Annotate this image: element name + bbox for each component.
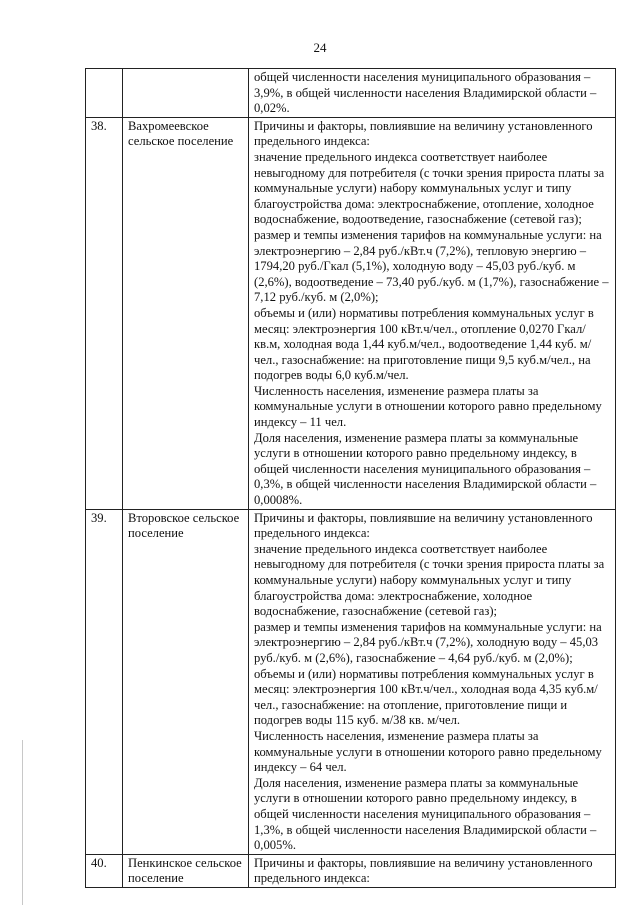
row-description [249,117,616,509]
table-row [86,509,616,854]
row-description [249,509,616,854]
row-description [249,854,616,887]
row-number: 40. [86,854,123,887]
paragraph: Доля населения, изменение размера платы за коммунальные услуги в отношении которого равно предельному индексу, в общей численности населения муниципального образования – 1,3%, в общей численности населения Владимирской области – 0,005%. [254,775,597,853]
page-number: 24 [313,40,327,55]
row-number: 38. [86,117,123,509]
paragraph: объемы и (или) нормативы потребления коммунальных услуг в месяц: электроэнергия 100 кВт.ч/чел., отопление 0,0270 Гкал/кв.м, холодная вода 1,44 куб.м/чел., водоотведение 1,44 куб. м/чел., газоснабжение: на приготовление пищи 9,5 куб.м/чел., на подогрев воды 6,0 куб.м/чел. [254,305,594,383]
settlement-name: Пенкинское сельское поселение [123,854,249,887]
row-number [86,69,123,118]
settlement-name: Второвское сельское поселение [123,509,249,854]
table-row [86,69,616,118]
paragraph: объемы и (или) нормативы потребления коммунальных услуг в месяц: электроэнергия 100 кВт.ч/чел., холодная вода 4,35 куб.м/чел., газоснабжение: на отопление, приготовление пищи и подогрев воды 115 куб. м/38 кв. м/чел. [254,666,598,728]
paragraph: значение предельного индекса соответствует наиболее невыгодному для потребителя (с точки зрения прироста платы за коммунальные услуги) набору коммунальных услуг и типу благоустройства дома: электроснабжение, холодное водоснабжение, газоснабжение (сетевой газ); [254,541,605,619]
paragraph: Причины и факторы, повлиявшие на величину установленного предельного индекса: [254,510,593,541]
paragraph: размер и темпы изменения тарифов на коммунальные услуги: на электроэнергию – 2,84 руб./кВт.ч (7,2%), холодную воду – 45,03 руб./куб. м (2,6%), газоснабжение – 4,64 руб./куб. м (2,0%); [254,619,602,665]
paragraph: общей численности населения муниципального образования – 3,9%, в общей численности населения Владимирской области – 0,02%. [254,70,597,116]
tariff-index-table [85,68,616,888]
settlement-name: Вахромеевское сельское поселение [123,117,249,509]
paragraph: размер и темпы изменения тарифов на коммунальные услуги: на электроэнергию – 2,84 руб./кВт.ч (7,2%), тепловую энергию – 1794,20 руб./Гкал (5,1%), холодную воду – 45,03 руб./куб. м (2,6%), водоотведение – 73,40 руб./куб. м (1,7%), газоснабжение – 7,12 руб./куб. м (2,0%); [254,227,609,305]
paragraph: Причины и факторы, повлиявшие на величину установленного предельного индекса: [254,118,593,149]
row-number: 39. [86,509,123,854]
row-description [249,69,616,118]
table-row [86,854,616,887]
settlement-name [123,69,249,118]
table-row [86,117,616,509]
scan-edge-line [22,740,23,905]
paragraph: Численность населения, изменение размера платы за коммунальные услуги в отношении которого равно предельному индексу – 64 чел. [254,728,602,775]
paragraph: Численность населения, изменение размера платы за коммунальные услуги в отношении которого равно предельному индексу – 11 чел. [254,383,602,430]
paragraph: значение предельного индекса соответствует наиболее невыгодному для потребителя (с точки зрения прироста платы за коммунальные услуги) набору коммунальных услуг и типу благоустройства дома: электроснабжение, отопление, холодное водоснабжение, водоотведение, газоснабжение (сетевой газ); [254,149,605,227]
paragraph: Доля населения, изменение размера платы за коммунальные услуги в отношении которого равно предельному индексу, в общей численности населения муниципального образования – 0,3%, в общей численности населения Владимирской области – 0,0008%. [254,430,597,508]
paragraph: Причины и факторы, повлиявшие на величину установленного предельного индекса: [254,855,593,886]
